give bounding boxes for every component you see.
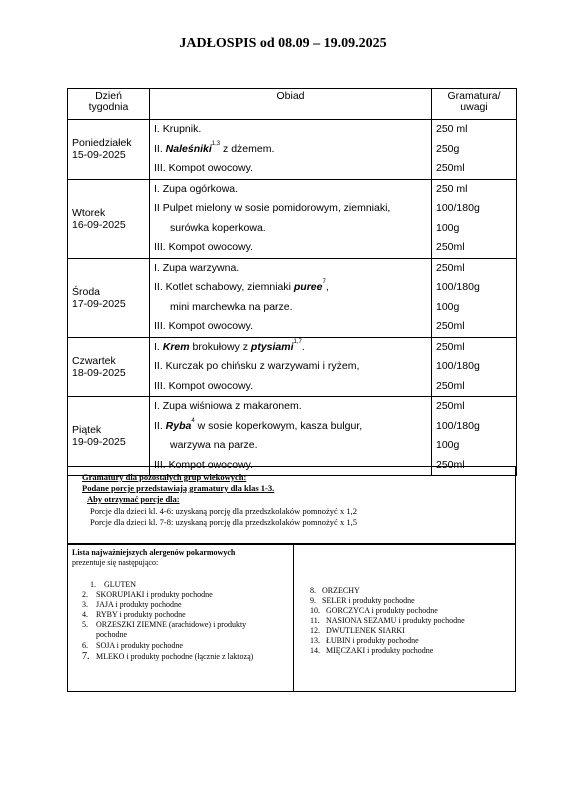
notes-heading-3: Aby otrzymać porcje dla:	[87, 494, 180, 504]
day-cell: Środa 17-09-2025	[68, 258, 150, 337]
table-row	[68, 179, 517, 258]
table-row	[68, 397, 517, 476]
list-item: 13. ŁUBIN i produkty pochodne	[310, 636, 419, 645]
allergen-list	[67, 543, 516, 692]
list-item: 1. GLUTEN	[90, 580, 136, 589]
table-row	[68, 337, 517, 397]
header-dinner: Obiad	[150, 89, 432, 120]
notes-portion-7-8: Porcje dla dzieci kl. 7-8: uzyskaną porcję dla przedszkolaków pomnożyć x 1,5	[90, 517, 357, 527]
list-item: 10. GORCZYCA i produkty pochodne	[310, 606, 438, 615]
menu-table	[67, 88, 517, 476]
list-item: 6. SOJA i produkty pochodne	[82, 641, 183, 650]
grams-cell: 250ml 100/180g 250ml	[432, 337, 517, 397]
list-item: 9. SELER i produkty pochodne	[310, 596, 415, 605]
list-item: pochodne	[96, 630, 128, 639]
list-item: 11. NASIONA SEZAMU i produkty pochodne	[310, 616, 465, 625]
dinner-cell: I. Krem brokułowy z ptysiami$^{1,7}$. II. Kurczak po chińsku z warzywami i ryżem, III. Kompot owocowy.	[150, 337, 432, 397]
allergen-heading: Lista najważniejszych alergenów pokarmowych	[72, 548, 236, 557]
header-row	[68, 89, 517, 120]
list-item: 2. SKORUPIAKI i produkty pochodne	[82, 590, 213, 599]
notes-portion-4-6: Porcje dla dzieci kl. 4-6: uzyskaną porcję dla przedszkolaków pomnożyć x 1,2	[90, 506, 357, 516]
grams-cell: 250ml 100/180g 100g 250ml	[432, 258, 517, 337]
dinner-cell: I. Zupa warzywna. II. Kotlet schabowy, ziemniaki puree$^7$, mini marchewka na parze. III. Kompot owocowy.	[150, 258, 432, 337]
notes-heading-2: Podane porcje przedstawiają gramatury dla klas 1-3.	[82, 483, 275, 493]
page-title: JADŁOSPIS od 08.09 – 19.09.2025	[179, 36, 387, 51]
allergen-subheading: prezentuje się następująco:	[72, 558, 159, 567]
header-day: Dzień tygodnia	[68, 89, 150, 120]
grams-cell: 250ml 100/180g 100g 250ml	[432, 397, 517, 476]
portion-notes	[67, 466, 516, 545]
day-cell: Wtorek 16-09-2025	[68, 179, 150, 258]
day-cell: Czwartek 18-09-2025	[68, 337, 150, 397]
list-item: 14. MIĘCZAKI i produkty pochodne	[310, 646, 434, 655]
table-row	[68, 120, 517, 180]
list-item: 12. DWUTLENEK SIARKI	[310, 626, 405, 635]
grams-cell: 250 ml 100/180g 100g 250ml	[432, 179, 517, 258]
list-item: 5. ORZESZKI ZIEMNE (arachidowe) i produkty	[82, 620, 247, 629]
allergen-divider	[293, 544, 294, 691]
dinner-cell: I. Zupa wiśniowa z makaronem. II. Ryba$^4$ w sosie koperkowym, kasza bulgur, warzywa na parze. III. Kompot owocowy.	[150, 397, 432, 476]
list-item: 4. RYBY i produkty pochodne	[82, 610, 186, 619]
header-grams: Gramatura/ uwagi	[432, 89, 517, 120]
list-item: 7. MLEKO i produkty pochodne (łącznie z laktozą)	[82, 651, 254, 662]
dinner-cell: I. Zupa ogórkowa. II Pulpet mielony w sosie pomidorowym, ziemniaki, surówka koperkowa. III. Kompot owocowy.	[150, 179, 432, 258]
list-item: 8. ORZECHY	[310, 586, 360, 595]
list-item: 3. JAJA i produkty pochodne	[82, 600, 182, 609]
day-cell: Poniedziałek 15-09-2025	[68, 120, 150, 180]
grams-cell: 250 ml 250g 250ml	[432, 120, 517, 180]
dinner-cell: I. Krupnik. II. Naleśniki$^{1,3}$ z dżemem. III. Kompot owocowy.	[150, 120, 432, 180]
notes-heading-1: Gramatury dla pozostałych grup wiekowych:	[82, 472, 247, 482]
day-cell: Piątek 19-09-2025	[68, 397, 150, 476]
table-row	[68, 258, 517, 337]
